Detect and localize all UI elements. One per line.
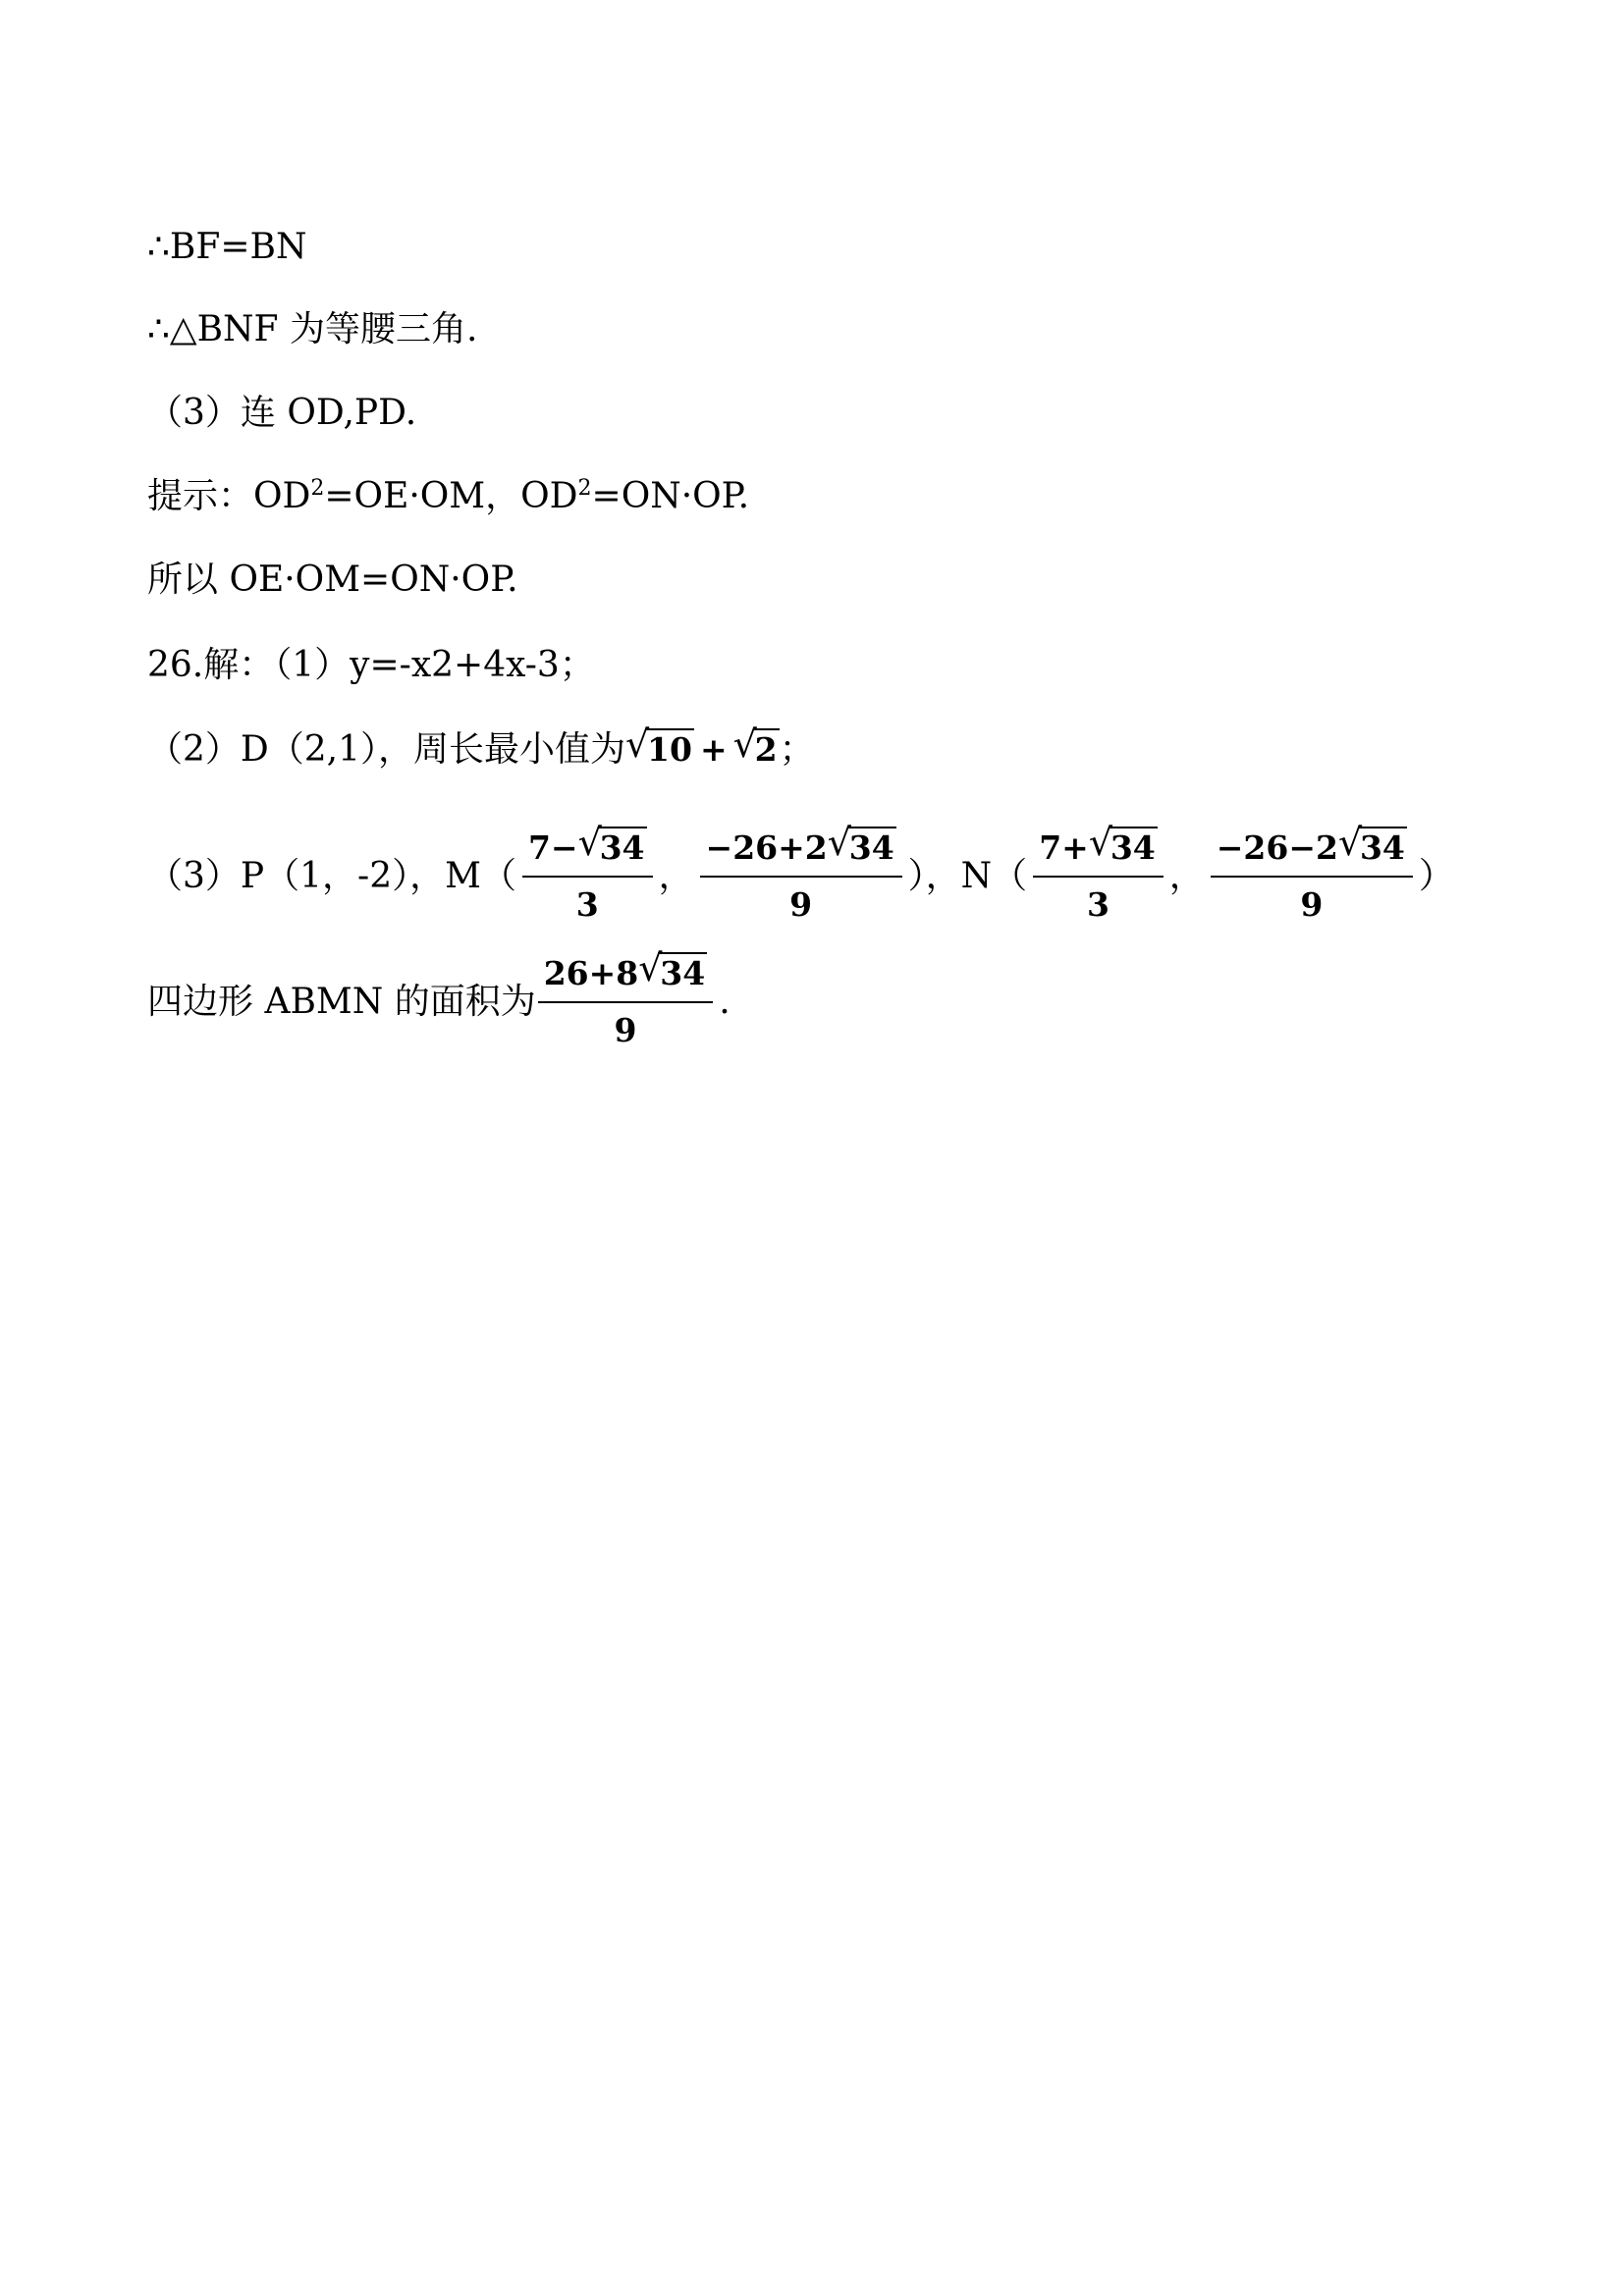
hint-text-a: 提示：OD <box>147 476 311 516</box>
proof-line-bf-bn: ∴BF=BN <box>147 227 307 267</box>
problem-26-part2 <box>147 722 815 774</box>
hint-sup-1: 2 <box>310 476 325 501</box>
part2-prefix: （2）D（2,1），周长最小值为 <box>147 729 626 770</box>
perimeter-min-expression: √ 10 + √ 2 <box>625 730 780 769</box>
part3-prefix: （3）P（1，-2），M（ <box>147 856 516 896</box>
n-y-fraction: −26−2 √ 34 9 <box>1211 825 1413 929</box>
sqrt-10: √ 10 <box>625 722 692 769</box>
n-x-fraction: 7+ √ 34 3 <box>1033 825 1164 929</box>
hint-line <box>147 473 749 520</box>
conclusion-line: 所以 OE·OM=ON·OP. <box>147 560 518 600</box>
problem-26-part3: （3）P（1，-2），M（ 7− √ 34 3 ， −26+2 √ 34 9 ），N（ 7+ √ 34 3 ， −26−2 √ 34 9 ） <box>147 825 1454 929</box>
proof-line-isosceles: ∴△BNF 为等腰三角. <box>147 309 478 349</box>
problem-26-part1: 26.解：（1）y=-x2+4x-3； <box>147 645 595 685</box>
hint-text-c: =ON·OP. <box>591 476 750 516</box>
part3-connect: （3）连 OD,PD. <box>147 393 417 433</box>
area-line: 四边形 ABMN 的面积为 26+8 √ 34 9 . <box>147 950 731 1054</box>
area-fraction: 26+8 √ 34 9 <box>538 950 713 1054</box>
m-y-fraction: −26+2 √ 34 9 <box>700 825 902 929</box>
hint-text-b: =OE·OM，OD <box>324 476 578 516</box>
sqrt-2: √ 2 <box>732 722 778 769</box>
m-x-fraction: 7− √ 34 3 <box>522 825 653 929</box>
hint-sup-2: 2 <box>577 476 592 501</box>
part2-suffix: ； <box>779 729 815 770</box>
area-prefix: 四边形 ABMN 的面积为 <box>147 982 536 1022</box>
